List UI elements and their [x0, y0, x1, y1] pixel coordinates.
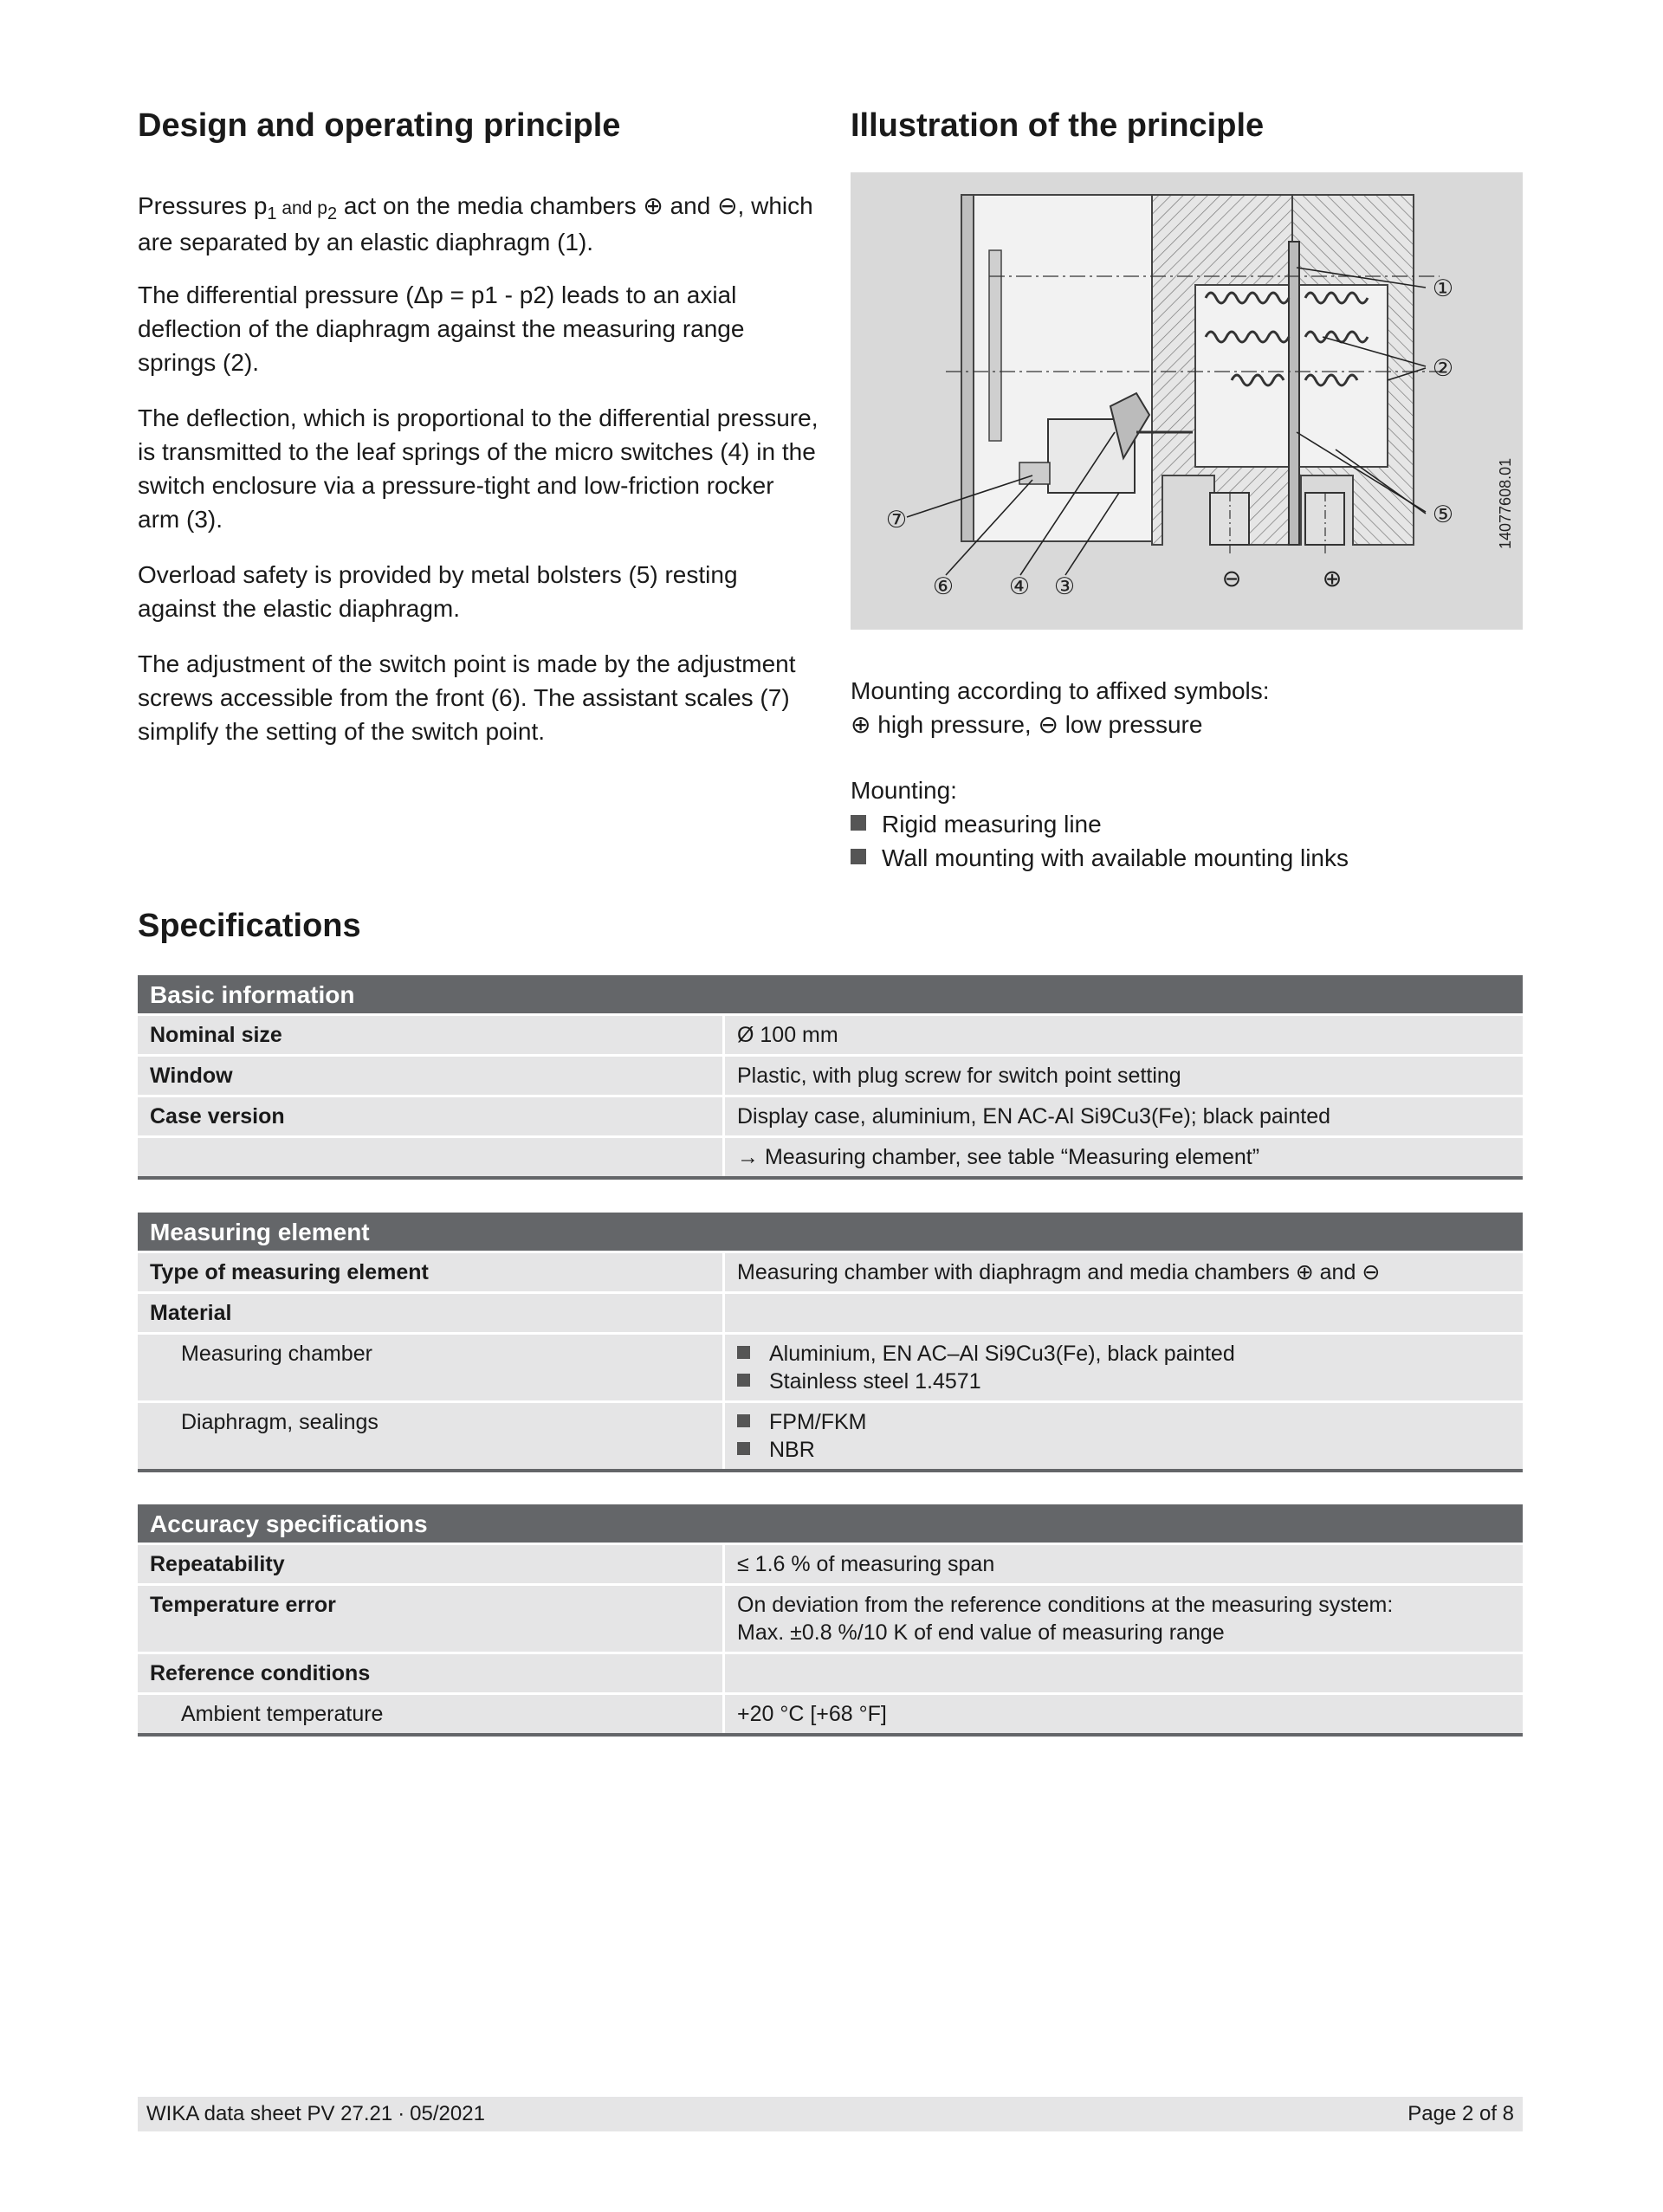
- table-header: Measuring element: [138, 1213, 1523, 1251]
- table-basic-information: [138, 975, 1523, 1180]
- row-value-empty: [725, 1654, 1523, 1692]
- row-label: Nominal size: [138, 1016, 722, 1054]
- table-divider: [138, 1176, 1523, 1180]
- callout-6: ⑥: [932, 573, 954, 600]
- table-row: [138, 1097, 1523, 1135]
- table-row: [138, 1695, 1523, 1733]
- mounting-symbols-line-2: ⊕ high pressure, ⊖ low pressure: [851, 711, 1203, 738]
- row-label-empty: [138, 1138, 722, 1176]
- footer-datasheet-ref: WIKA data sheet PV 27.21 ∙ 05/2021: [146, 2102, 485, 2125]
- row-value: [725, 1403, 1523, 1469]
- table-row: [138, 1654, 1523, 1692]
- table-row: [138, 1138, 1523, 1176]
- row-value: ≤ 1.6 % of measuring span: [725, 1545, 1523, 1583]
- row-value: Plastic, with plug screw for switch point setting: [725, 1057, 1523, 1095]
- row-label: Case version: [138, 1097, 722, 1135]
- row-label: Reference conditions: [138, 1654, 722, 1692]
- list-item: FPM/FKM: [737, 1408, 1511, 1436]
- table-measuring-element: [138, 1213, 1523, 1472]
- callout-1: ①: [1432, 275, 1454, 302]
- section-title-specifications: Specifications: [138, 908, 361, 944]
- mounting-title: Mounting:: [851, 777, 957, 804]
- plus-symbol: ⊕: [1322, 566, 1343, 592]
- bullet-square-icon: [737, 1442, 750, 1455]
- table-row: [138, 1586, 1523, 1652]
- row-label: Material: [138, 1294, 722, 1332]
- table-divider: [138, 1469, 1523, 1472]
- row-value: → Measuring chamber, see table “Measuring element”: [725, 1138, 1523, 1176]
- row-value: Measuring chamber with diaphragm and media chambers ⊕ and ⊖: [725, 1253, 1523, 1291]
- table-row: [138, 1253, 1523, 1291]
- list-item: Stainless steel 1.4571: [737, 1368, 1511, 1395]
- section-title-design: Design and operating principle: [138, 107, 621, 144]
- row-label: Diaphragm, sealings: [138, 1403, 722, 1469]
- table-row: [138, 1057, 1523, 1095]
- value-line: Max. ±0.8 %/10 K of end value of measuring range: [737, 1620, 1225, 1645]
- table-header: Accuracy specifications: [138, 1504, 1523, 1543]
- value-line: On deviation from the reference conditions at the measuring system:: [737, 1593, 1394, 1617]
- paragraph-pressures: Pressures $p_1$ and $p_2$ act on the media chambers ⊕ and ⊖, which are separated by an elastic diaphragm (1).: [138, 192, 813, 255]
- principle-illustration: [851, 172, 1523, 630]
- table-accuracy-specifications: [138, 1504, 1523, 1737]
- row-label: Temperature error: [138, 1586, 722, 1652]
- table-row: [138, 1403, 1523, 1469]
- page-footer: [138, 2097, 1523, 2131]
- minus-symbol: ⊖: [1221, 566, 1242, 592]
- table-header: Basic information: [138, 975, 1523, 1013]
- row-label: Repeatability: [138, 1545, 722, 1583]
- callout-4: ④: [1008, 573, 1031, 600]
- list-item: Aluminium, EN AC–Al Si9Cu3(Fe), black painted: [737, 1340, 1511, 1368]
- row-value: Ø 100 mm: [725, 1016, 1523, 1054]
- row-label: Ambient temperature: [138, 1695, 722, 1733]
- row-value: Display case, aluminium, EN AC-Al Si9Cu3(Fe); black painted: [725, 1097, 1523, 1135]
- table-row: [138, 1545, 1523, 1583]
- bullet-square-icon: [737, 1414, 750, 1427]
- bullet-square-icon: [737, 1346, 750, 1359]
- footer-page-number: Page 2 of 8: [1407, 2102, 1514, 2125]
- callout-2: ②: [1432, 355, 1454, 382]
- list-item: NBR: [737, 1436, 1511, 1464]
- callout-5: ⑤: [1432, 501, 1454, 528]
- bullet-square-icon: [851, 849, 866, 864]
- mounting-item: Rigid measuring line: [851, 807, 1102, 841]
- table-row: [138, 1335, 1523, 1400]
- mounting-symbols-line-1: Mounting according to affixed symbols:: [851, 677, 1270, 704]
- mounting-item: Wall mounting with available mounting links: [851, 841, 1349, 875]
- principle-drawing: [851, 172, 1523, 630]
- paragraph-differential-pressure: The differential pressure (Δp = p1 - p2) leads to an axial deflection of the diaphragm against the measuring range springs (2).: [138, 281, 745, 376]
- row-value: [725, 1586, 1523, 1652]
- paragraph-deflection: The deflection, which is proportional to the differential pressure, is transmitted to the leaf springs of the micro switches (4) in the switch enclosure via a pressure-tight and low-friction rocker arm (3).: [138, 404, 819, 533]
- paragraph-overload: Overload safety is provided by metal bolsters (5) resting against the elastic diaphragm.: [138, 561, 738, 622]
- callout-3: ③: [1053, 573, 1076, 600]
- row-label: Type of measuring element: [138, 1253, 722, 1291]
- row-value: [725, 1335, 1523, 1400]
- bullet-square-icon: [737, 1374, 750, 1387]
- table-row: [138, 1016, 1523, 1054]
- row-value: +20 °C [+68 °F]: [725, 1695, 1523, 1733]
- bullet-square-icon: [851, 815, 866, 831]
- paragraph-adjustment: The adjustment of the switch point is made by the adjustment screws accessible from the front (6). The assistant scales (7) simplify the setting of the switch point.: [138, 650, 796, 745]
- table-divider: [138, 1733, 1523, 1737]
- row-label: Window: [138, 1057, 722, 1095]
- callout-7: ⑦: [885, 507, 908, 534]
- row-label: Measuring chamber: [138, 1335, 722, 1400]
- section-title-illustration: Illustration of the principle: [851, 107, 1265, 144]
- row-value-empty: [725, 1294, 1523, 1332]
- figure-reference-number: 14077608.01: [1497, 457, 1514, 549]
- table-row: [138, 1294, 1523, 1332]
